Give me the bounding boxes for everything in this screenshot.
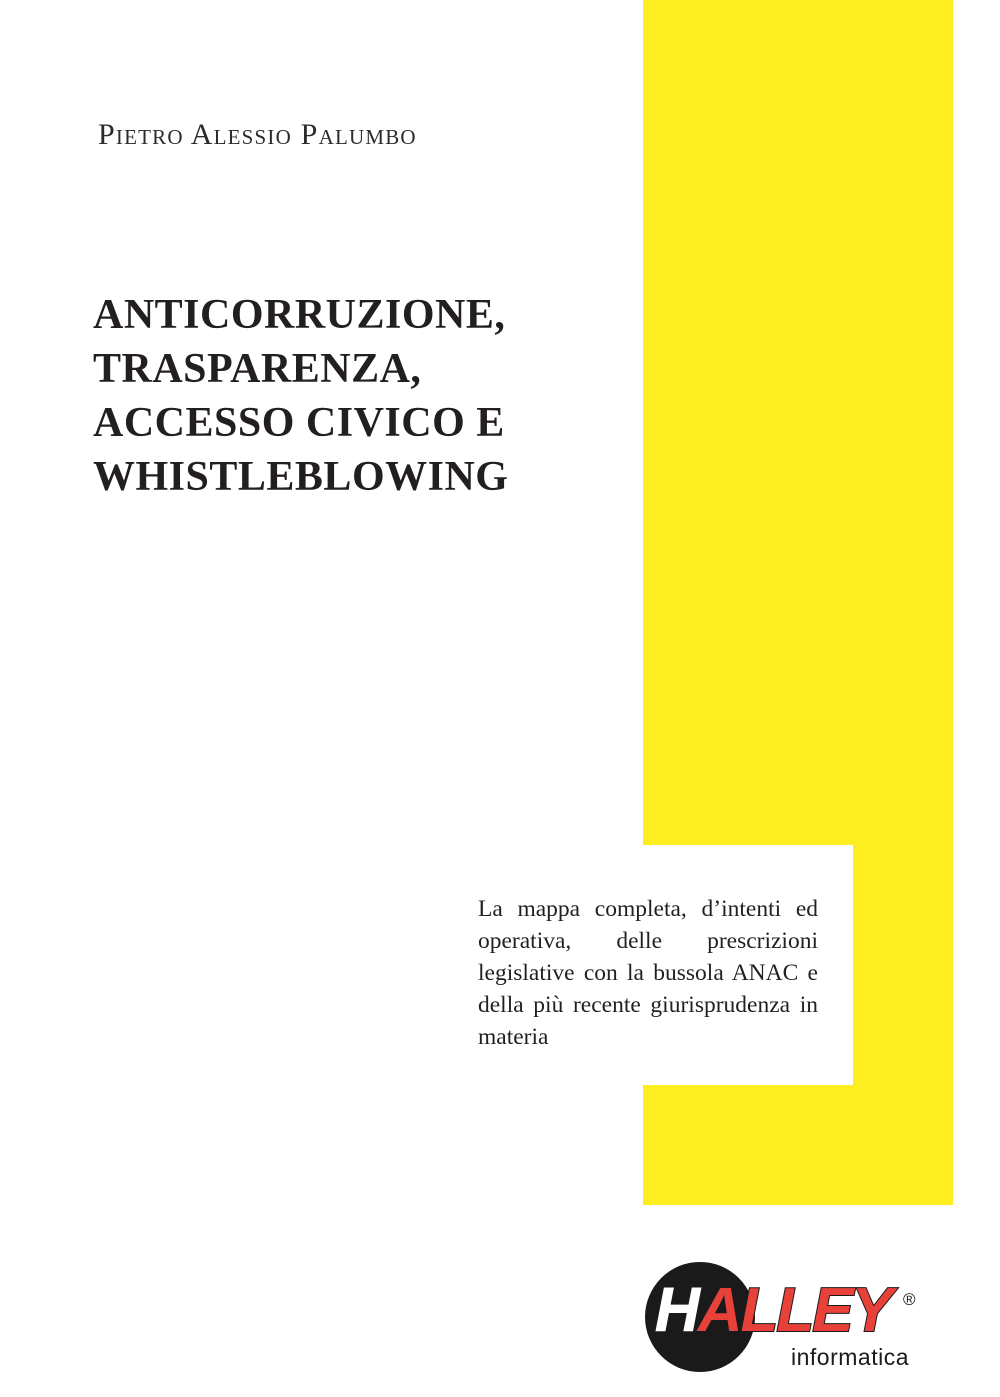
title-line-3: ACCESSO CIVICO E [93,400,505,446]
publisher-logo [645,1262,935,1377]
title-line-2: TRASPARENZA, [93,346,422,392]
publisher-name [655,1276,892,1345]
publisher-name-initial: H [655,1276,698,1345]
publisher-tagline: informatica [791,1344,909,1370]
subtitle-text: La mappa completa, d’intenti ed operativa, delle prescrizioni legislative con la bussola ANAC e della più recente giurisprudenza in materia [478,896,818,1050]
registered-trademark-icon: ® [903,1290,916,1309]
title-line-1: ANTICORRUZIONE, [93,292,506,338]
title-line-4: WHISTLEBLOWING [93,454,509,500]
page-title [93,288,633,504]
publisher-name-rest: ALLEY [697,1276,892,1345]
author-name: Pietro Alessio Palumbo [98,118,417,151]
